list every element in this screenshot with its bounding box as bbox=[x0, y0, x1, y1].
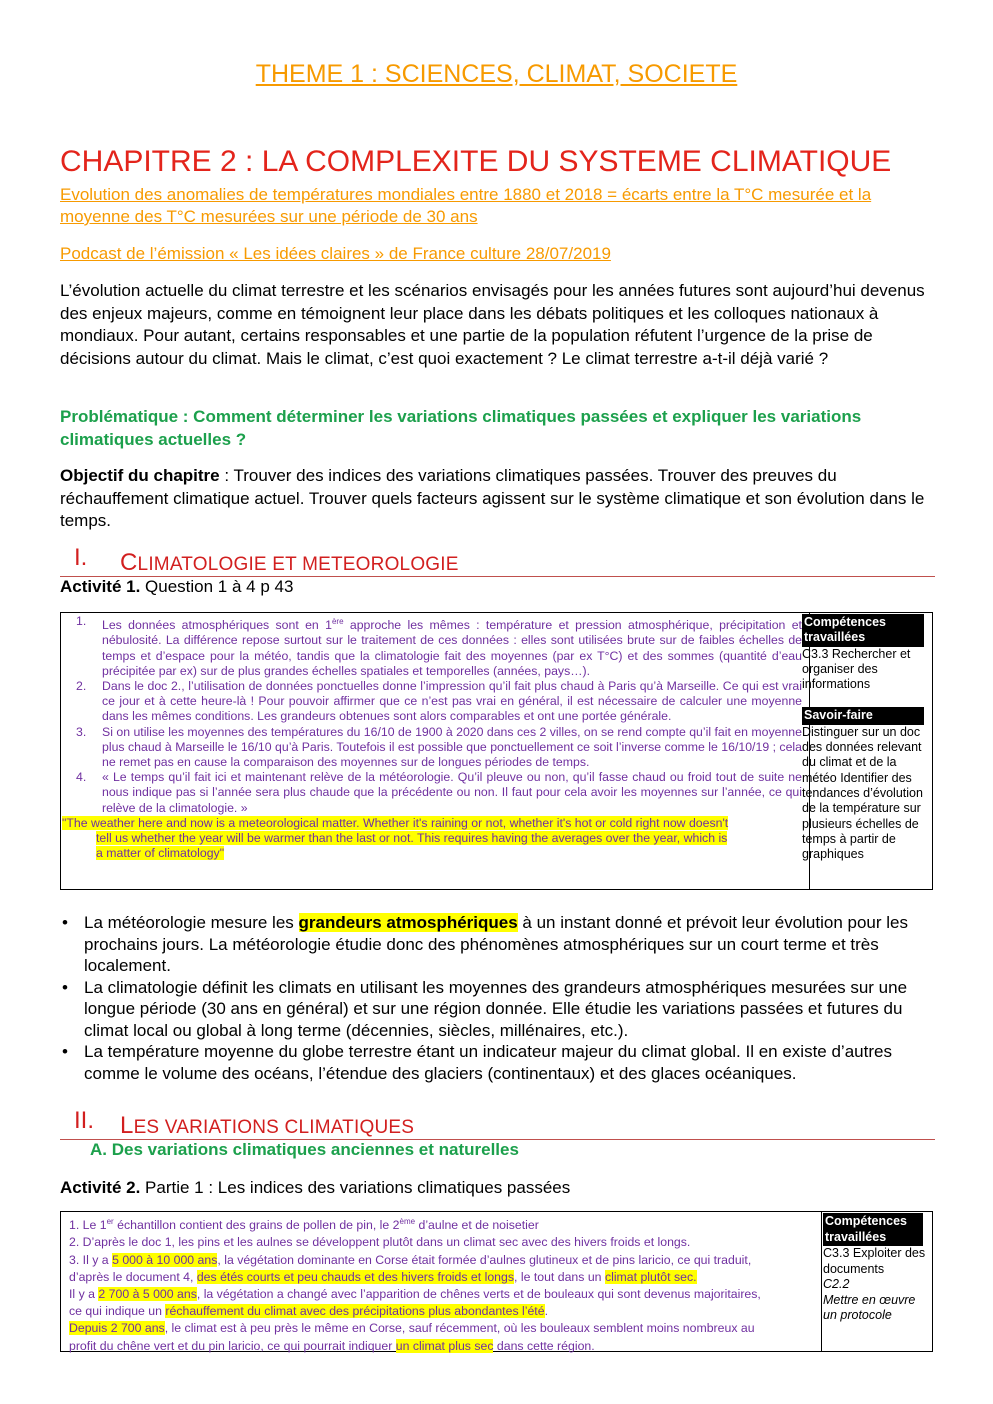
objectif-paragraph bbox=[60, 465, 935, 533]
section-2-title: ES VARIATIONS CLIMATIQUES bbox=[133, 1117, 415, 1138]
answer-line: Il y a 2 700 à 5 000 ans, la végétation a changé avec l’apparition de chênes verts et de bouleaux qui sont devenus majoritaires, bbox=[69, 1286, 761, 1301]
list-item: • La climatologie définit les climats en utilisant les moyennes des grandeurs atmosphériques mesurées sur une longue période (30 ans en général) et sur une région donnée. Elle étudie les variations passées et futures du climat local ou global à long terme (décennies, siècles, millénaires, etc.). bbox=[62, 977, 908, 1040]
definitions-list bbox=[60, 912, 935, 1084]
answer-line: 2. D’après le doc 1, les pins et les aulnes se développent plutôt dans un climat sec avec des hivers froids et longs. bbox=[69, 1235, 691, 1250]
problematique: Problématique : Comment déterminer les variations climatiques passées et expliquer les variations climatiques actuelles ? bbox=[60, 407, 862, 449]
answer-line: 3. Il y a 5 000 à 10 000 ans, la végétation dominante en Corse était formée d’aulnes glutineux et de pins laricio, ce qui traduit, bbox=[69, 1252, 752, 1267]
activity-1 bbox=[60, 577, 293, 597]
activity-2-answers-box bbox=[60, 1211, 933, 1352]
activity-1-answers bbox=[61, 613, 810, 889]
list-item: • La météorologie mesure les grandeurs atmosphériques à un instant donné et prévoit leur évolution pour les prochains jours. La météorologie étudie donc des phénomènes atmosphériques sur un court terme et très localement. bbox=[62, 913, 908, 975]
section-1-initial: C bbox=[120, 549, 138, 576]
intro-paragraph: L’évolution actuelle du climat terrestre et les scénarios envisagés pour les années futures sont aujourd’hui devenus des enjeux majeurs, comme en témoignent leur place dans les débats politiques et les colloques nationaux à mondiaux. Pour autant, certains responsables et une partie de la population réfutent l’urgence de la prise de décisions autour du climat. Mais le climat, c’est quoi exactement ? Le climat terrestre a-t-il déjà varié ? bbox=[60, 281, 925, 368]
answer-line: 1. Le 1er échantillon contient des grains de pollen de pin, le 2ème d’aulne et de noisetier bbox=[69, 1217, 539, 1233]
anomalies-link[interactable]: Evolution des anomalies de températures mondiales entre 1880 et 2018 = écarts entre la T°C mesurée et la moyenne des T°C mesurées sur une période de 30 ans bbox=[60, 185, 872, 226]
section-2-initial: L bbox=[120, 1112, 134, 1139]
list-item: • La température moyenne du globe terrestre étant un indicateur majeur du climat global. Il en existe d’autres comme le volume des océans, l’étendue des glaciers (continentaux) et des glaces océaniques. bbox=[62, 1042, 892, 1083]
objectif-text: : Trouver des indices des variations climatiques passées. Trouver des preuves du réchauffement climatique actuel. Trouver quels facteurs agissent sur le système climatique et son évolution dans le temps. bbox=[60, 466, 925, 530]
answer-line: profit du chêne vert et du pin laricio, ce qui pourrait indiquer un climat plus sec dans cette région. bbox=[69, 1338, 595, 1353]
c22-label: C2.2 bbox=[823, 1277, 850, 1291]
answer-item: 2. Dans le doc 2., l’utilisation de données ponctuelles donne l’impression qu’il fait plus chaud à Paris qu’à Marseille. Ce qui est vrai ce jour et à cette heure-là ! Pour pouvoir affirmer que ce n’est pas vrai en général, il est nécessaire de calculer une moyenne dans les mêmes conditions. Les grandeurs obtenues sont alors comparables et ont une portée générale. bbox=[76, 678, 802, 724]
savoir-faire-text: Distinguer sur un doc des données relevant du climat et de la météo Identifier des tendances d’évolution de la température sur plusieurs échelles de temps à partir de graphiques bbox=[802, 724, 923, 862]
activity-2 bbox=[60, 1178, 570, 1198]
answer-item: 4. « Le temps qu’il fait ici et maintenant relève de la météorologie. Qu’il pleuve ou non, qu’il fasse chaud ou froid tout de suite ne nous indique pas si l’année sera plus chaude que la précédente ou non. Il faut pour cela avoir les moyennes sur l’année, ce qui relève de la climatologie. » bbox=[76, 770, 802, 815]
answer-line: ce qui indique un réchauffement du climat avec des précipitations plus abondantes l’été. bbox=[69, 1304, 548, 1319]
activity-2-label: Activité 2. bbox=[60, 1178, 141, 1197]
section-2-number: II. bbox=[74, 1107, 95, 1134]
activity-2-text: Partie 1 : Les indices des variations climatiques passées bbox=[140, 1178, 571, 1197]
activity-1-answers-box bbox=[60, 612, 933, 890]
answer-item: 3. Si on utilise les moyennes des températures du 16/10 de 1900 à 2020 dans ces 2 villes, on se rend compte qu’il fait en moyenne plus chaud à Marseille le 16/10 qu’à Paris. Toutefois il est possible que ponctuellement ce soit l’inverse comme le 16/10/19 ; cela ne remet pas en cause la comparaison des moyennes sur de longues périodes de temps. bbox=[76, 724, 802, 769]
section-1-heading bbox=[60, 544, 935, 577]
competences-text: C3.3 Exploiter des documents bbox=[823, 1246, 926, 1276]
activity-1-label: Activité 1. bbox=[60, 577, 141, 596]
chapter-title: CHAPITRE 2 : LA COMPLEXITE DU SYSTEME CLIMATIQUE bbox=[60, 145, 892, 178]
subsection-a-title: A. Des variations climatiques anciennes et naturelles bbox=[90, 1140, 519, 1159]
activity-1-text: Question 1 à 4 p 43 bbox=[140, 577, 294, 596]
competences-label: Compétences travaillées bbox=[823, 1213, 923, 1246]
answer-line: Depuis 2 700 ans, le climat est à peu près le même en Corse, sauf récemment, où les bouleaux semblent moins nombreux au bbox=[69, 1321, 755, 1336]
section-1-number: I. bbox=[74, 544, 88, 571]
section-1-title: LIMATOLOGIE ET METEOROLOGIE bbox=[137, 554, 459, 575]
competences-text: C3.3 Rechercher et organiser des informations bbox=[802, 646, 911, 692]
objectif-label: Objectif du chapitre bbox=[60, 466, 220, 485]
activity-2-answers bbox=[61, 1212, 822, 1351]
theme-title[interactable]: THEME 1 : SCIENCES, CLIMAT, SOCIETE bbox=[255, 60, 738, 88]
section-2-heading bbox=[60, 1107, 935, 1140]
activity-1-skills bbox=[797, 613, 932, 889]
c22-text: Mettre en œuvre un protocole bbox=[823, 1292, 916, 1322]
activity-2-skills bbox=[818, 1212, 932, 1351]
answer-item: 1. Les données atmosphériques sont en 1ère approche les mêmes : température et pression atmosphérique, précipitation et nébulosité. La différence repose surtout sur le traitement de ces données : elles sont utilisées brute sur de faibles échelles de temps et d’espace pour la météo, tandis que la climatologie fait des moyennes (par ex T°C) et des sommes (quantité d’eau précipitée par ex) sur de plus grandes échelles spatiales et temporelles (années, pays…). bbox=[76, 614, 802, 678]
english-quote: "The weather here and now is a meteorological matter. Whether it's raining or not, whether it's hot or cold right now doesn't tell us whether the year will be warmer than the last or not. This requires having the averages over the year, which is a matter of climatology" bbox=[62, 815, 729, 861]
savoir-faire-label: Savoir-faire bbox=[802, 707, 924, 724]
answer-line: d’après le document 4, des étés courts et peu chauds et des hivers froids et longs, le tout dans un climat plutôt sec. bbox=[69, 1269, 697, 1284]
competences-label: Compétences travaillées bbox=[802, 614, 924, 647]
podcast-link[interactable]: Podcast de l’émission « Les idées claires » de France culture 28/07/2019 bbox=[60, 244, 611, 263]
